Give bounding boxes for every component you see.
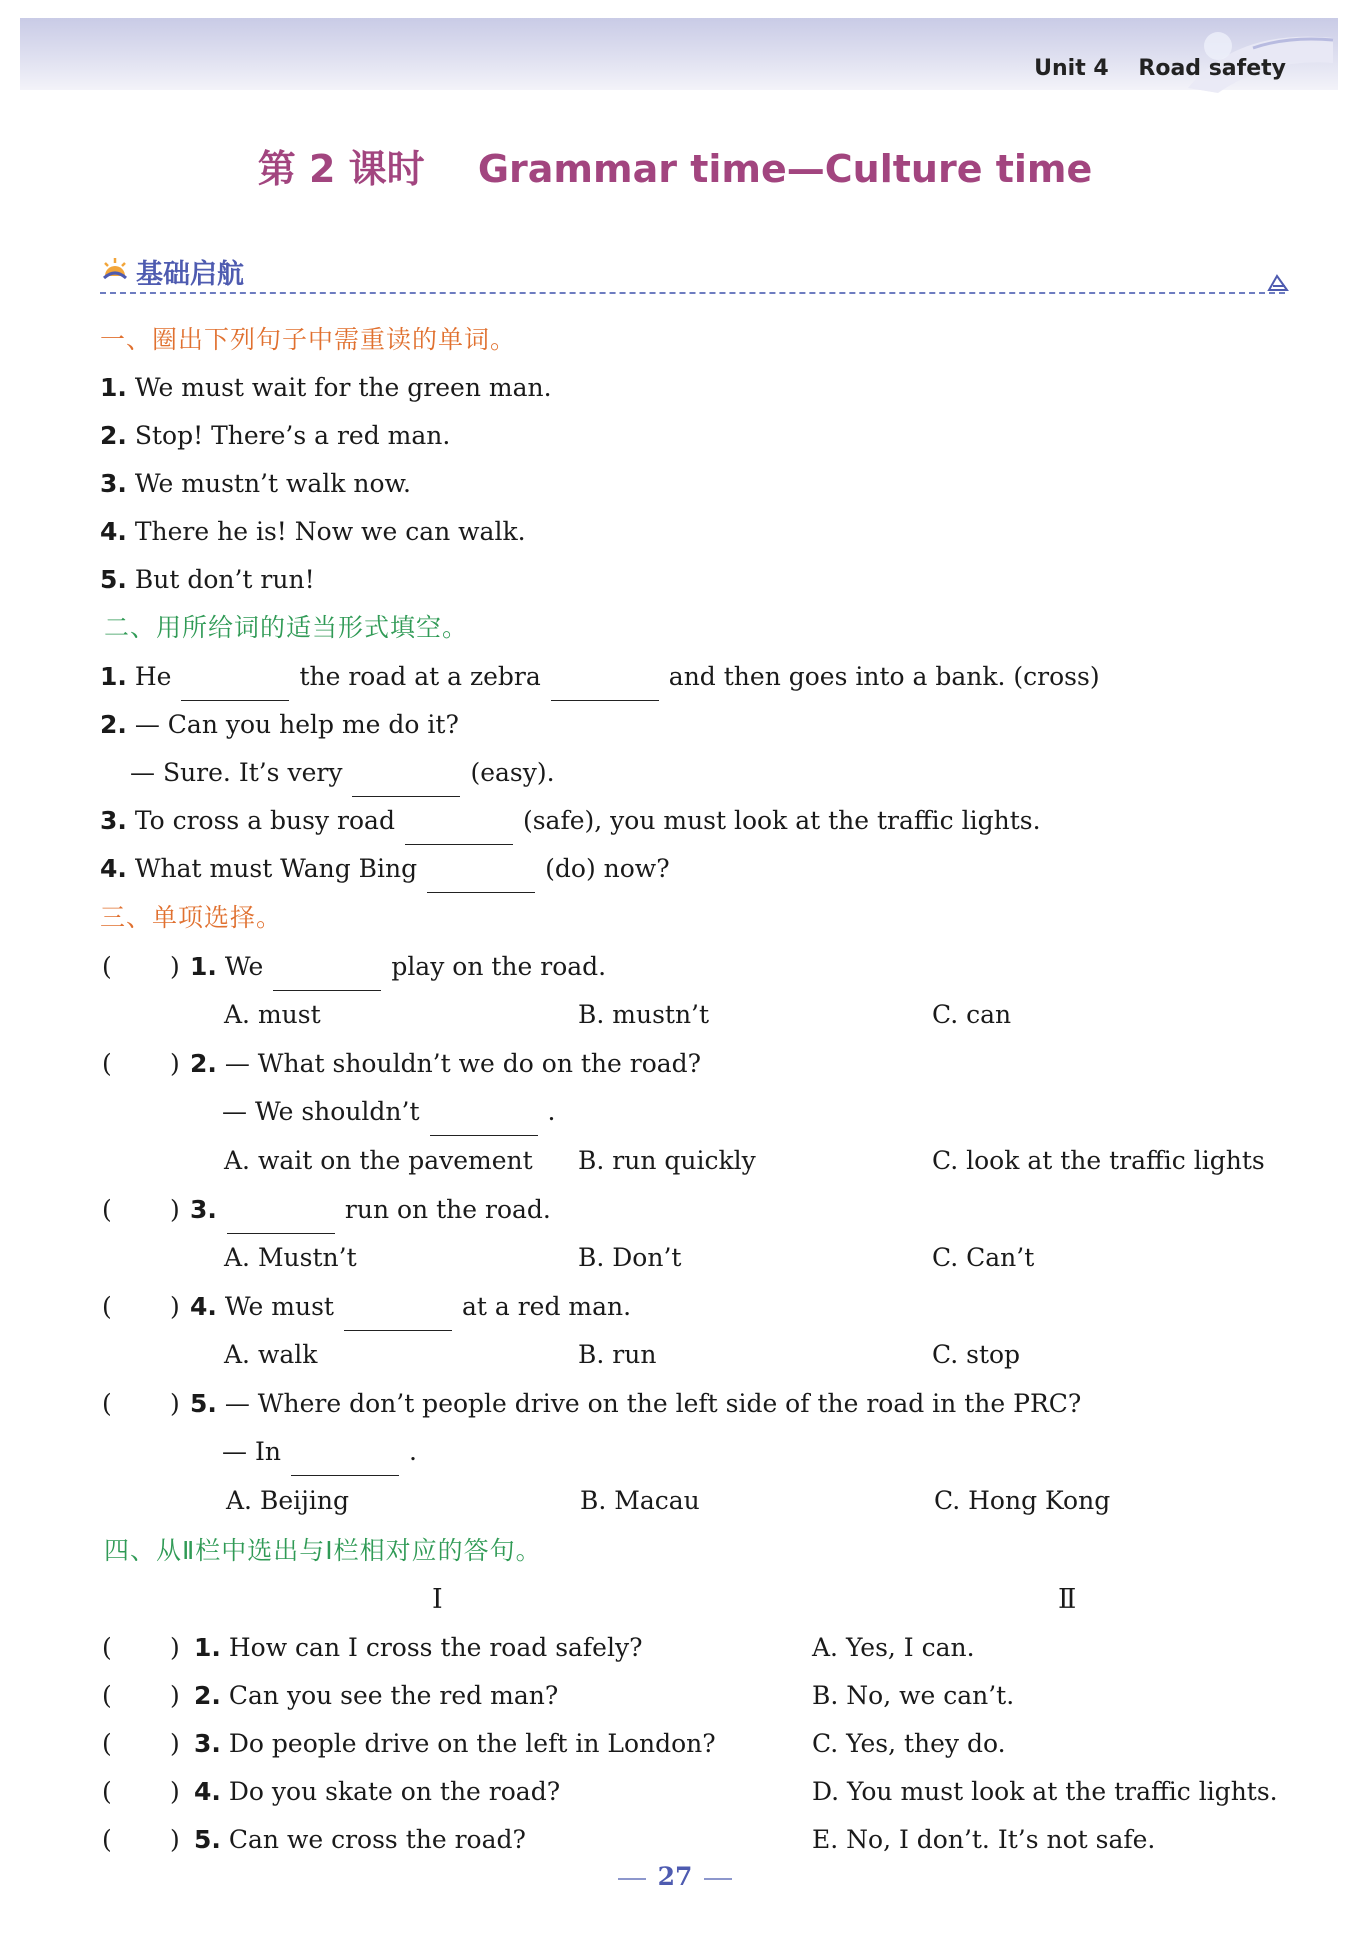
part3-heading-row <box>0 894 1350 942</box>
question-text: — What shouldn’t we do on the road? <box>224 1049 702 1078</box>
answer-bracket[interactable]: ( ) <box>102 1729 180 1758</box>
item-number: 3. <box>194 1729 221 1758</box>
question-text: We must <box>224 1292 334 1321</box>
option-b[interactable]: B. Don’t <box>578 1243 682 1272</box>
page-number-value: 27 <box>657 1862 693 1891</box>
item-number: 1. <box>100 373 127 402</box>
part3-heading: 三、单项选择。 <box>100 903 283 932</box>
answer-blank[interactable] <box>551 666 659 701</box>
item-number: 4. <box>100 517 127 546</box>
item-number: 2. <box>190 1049 217 1078</box>
match-row <box>0 1720 1350 1768</box>
question-text: . <box>547 1097 556 1126</box>
option-c[interactable]: C. Can’t <box>932 1243 1035 1272</box>
answer-bracket[interactable]: ( ) <box>102 1633 180 1662</box>
question-text: — Where don’t people drive on the left side of the road in the PRC? <box>224 1389 1082 1418</box>
answer-blank[interactable] <box>352 762 460 797</box>
question-text: Do people drive on the left in London? <box>228 1729 716 1758</box>
list-item <box>0 412 1350 460</box>
option-c[interactable]: C. look at the traffic lights <box>932 1146 1265 1175</box>
unit-label: Unit 4 <box>1034 56 1109 81</box>
section-label: 基础启航 <box>136 259 244 290</box>
page-number-dash <box>618 1878 646 1880</box>
item-number: 1. <box>100 662 127 691</box>
fill-question <box>0 701 1350 749</box>
question-text: Can we cross the road? <box>228 1825 526 1854</box>
part2-heading: 二、用所给词的适当形式填空。 <box>104 613 469 642</box>
choice-options <box>0 1331 1350 1379</box>
item-text: There he is! Now we can walk. <box>134 517 526 546</box>
item-number: 3. <box>100 469 127 498</box>
list-item <box>0 460 1350 508</box>
choice-question <box>0 1380 1350 1428</box>
match-row <box>0 1768 1350 1816</box>
part1-heading: 一、圈出下列句子中需重读的单词。 <box>100 325 517 354</box>
option-a[interactable]: A. Beijing <box>226 1486 349 1515</box>
fill-question <box>0 845 1350 893</box>
question-text: and then goes into a bank. (cross) <box>668 662 1100 691</box>
choice-question <box>0 1283 1350 1331</box>
answer-bracket[interactable]: ( ) <box>102 1681 180 1710</box>
question-text: play on the road. <box>391 952 607 981</box>
match-row <box>0 1672 1350 1720</box>
item-text: We mustn’t walk now. <box>134 469 411 498</box>
item-text: We must wait for the green man. <box>134 373 552 402</box>
part2-heading-row <box>0 604 1350 652</box>
question-text: What must Wang Bing <box>134 854 418 883</box>
answer-bracket[interactable]: ( ) <box>102 1825 180 1854</box>
item-number: 5. <box>194 1825 221 1854</box>
choice-question-line <box>0 1428 1350 1476</box>
question-text: the road at a zebra <box>299 662 541 691</box>
answer-blank[interactable] <box>227 1199 335 1234</box>
lesson-name: Grammar time—Culture time <box>477 147 1093 191</box>
column-one-header: Ⅰ <box>432 1584 443 1615</box>
match-row <box>0 1624 1350 1672</box>
answer-blank[interactable] <box>427 858 535 893</box>
answer-blank[interactable] <box>181 666 289 701</box>
sail-end-icon <box>1265 272 1291 294</box>
list-item <box>0 556 1350 604</box>
question-text: Do you skate on the road? <box>228 1777 561 1806</box>
answer-option[interactable]: A. Yes, I can. <box>812 1633 975 1662</box>
choice-question <box>0 943 1350 991</box>
option-a[interactable]: A. walk <box>224 1340 318 1369</box>
option-c[interactable]: C. can <box>932 1000 1012 1029</box>
item-number: 4. <box>190 1292 217 1321</box>
answer-bracket[interactable]: ( ) <box>102 1049 180 1078</box>
option-c[interactable]: C. stop <box>932 1340 1021 1369</box>
item-number: 4. <box>100 854 127 883</box>
answer-blank[interactable] <box>273 956 381 991</box>
option-a[interactable]: A. Mustn’t <box>224 1243 357 1272</box>
answer-option[interactable]: D. You must look at the traffic lights. <box>812 1777 1278 1806</box>
option-a[interactable]: A. wait on the pavement <box>224 1146 533 1175</box>
item-number: 3. <box>190 1195 217 1224</box>
choice-question <box>0 1040 1350 1088</box>
choice-question <box>0 1186 1350 1234</box>
lesson-title <box>0 138 1350 193</box>
item-number: 5. <box>100 565 127 594</box>
item-number: 2. <box>100 421 127 450</box>
question-text: — Can you help me do it? <box>134 710 459 739</box>
answer-bracket[interactable]: ( ) <box>102 1195 180 1224</box>
page-number-dash <box>704 1878 732 1880</box>
question-text: He <box>134 662 172 691</box>
answer-blank[interactable] <box>344 1296 452 1331</box>
lesson-number: 第 2 课时 <box>257 147 425 191</box>
fill-question <box>0 653 1350 701</box>
option-c[interactable]: C. Hong Kong <box>934 1486 1111 1515</box>
choice-question-line <box>0 1088 1350 1136</box>
question-text: To cross a busy road <box>134 806 395 835</box>
answer-bracket[interactable]: ( ) <box>102 1292 180 1321</box>
question-text: We <box>224 952 264 981</box>
sun-cloud-icon <box>100 254 130 284</box>
answer-option[interactable]: E. No, I don’t. It’s not safe. <box>812 1825 1156 1854</box>
list-item <box>0 508 1350 556</box>
unit-header <box>1012 56 1286 81</box>
answer-bracket[interactable]: ( ) <box>102 952 180 981</box>
item-text: But don’t run! <box>134 565 315 594</box>
fill-question-line <box>0 749 1350 797</box>
question-text: run on the road. <box>344 1195 551 1224</box>
question-text: (do) now? <box>545 854 670 883</box>
option-b[interactable]: B. mustn’t <box>578 1000 710 1029</box>
list-item <box>0 364 1350 412</box>
match-row <box>0 1816 1350 1864</box>
item-number: 2. <box>100 710 127 739</box>
choice-options <box>0 1137 1350 1185</box>
choice-options <box>0 1234 1350 1282</box>
option-b[interactable]: B. run quickly <box>578 1146 756 1175</box>
answer-blank[interactable] <box>291 1441 399 1476</box>
option-b[interactable]: B. Macau <box>580 1486 700 1515</box>
question-text: (safe), you must look at the traffic lights. <box>522 806 1041 835</box>
question-text: Can you see the red man? <box>228 1681 559 1710</box>
answer-option[interactable]: B. No, we can’t. <box>812 1681 1015 1710</box>
item-number: 3. <box>100 806 127 835</box>
unit-topic: Road safety <box>1138 56 1286 81</box>
choice-options <box>0 991 1350 1039</box>
section-heading <box>100 250 1285 294</box>
question-text: (easy). <box>470 758 555 787</box>
answer-bracket[interactable]: ( ) <box>102 1389 180 1418</box>
question-text: — In <box>222 1437 281 1466</box>
part4-heading-row <box>0 1527 1350 1575</box>
part4-heading: 四、从Ⅱ栏中选出与Ⅰ栏相对应的答句。 <box>104 1536 542 1565</box>
column-headers <box>0 1576 1350 1624</box>
answer-bracket[interactable]: ( ) <box>102 1777 180 1806</box>
option-b[interactable]: B. run <box>578 1340 657 1369</box>
item-number: 1. <box>194 1633 221 1662</box>
fill-question <box>0 797 1350 845</box>
item-number: 2. <box>194 1681 221 1710</box>
question-text: at a red man. <box>461 1292 632 1321</box>
option-a[interactable]: A. must <box>224 1000 321 1029</box>
answer-blank[interactable] <box>430 1101 538 1136</box>
question-text: . <box>408 1437 417 1466</box>
question-text: How can I cross the road safely? <box>228 1633 643 1662</box>
item-number: 1. <box>190 952 217 981</box>
part1-heading-row <box>0 316 1350 364</box>
page-number <box>0 1862 1350 1891</box>
item-number: 5. <box>190 1389 217 1418</box>
choice-options <box>0 1477 1350 1525</box>
answer-option[interactable]: C. Yes, they do. <box>812 1729 1006 1758</box>
item-text: Stop! There’s a red man. <box>134 421 451 450</box>
column-two-header: Ⅱ <box>1058 1584 1077 1615</box>
question-text: — We shouldn’t <box>222 1097 420 1126</box>
answer-blank[interactable] <box>405 810 513 845</box>
question-text: — Sure. It’s very <box>130 758 343 787</box>
item-number: 4. <box>194 1777 221 1806</box>
